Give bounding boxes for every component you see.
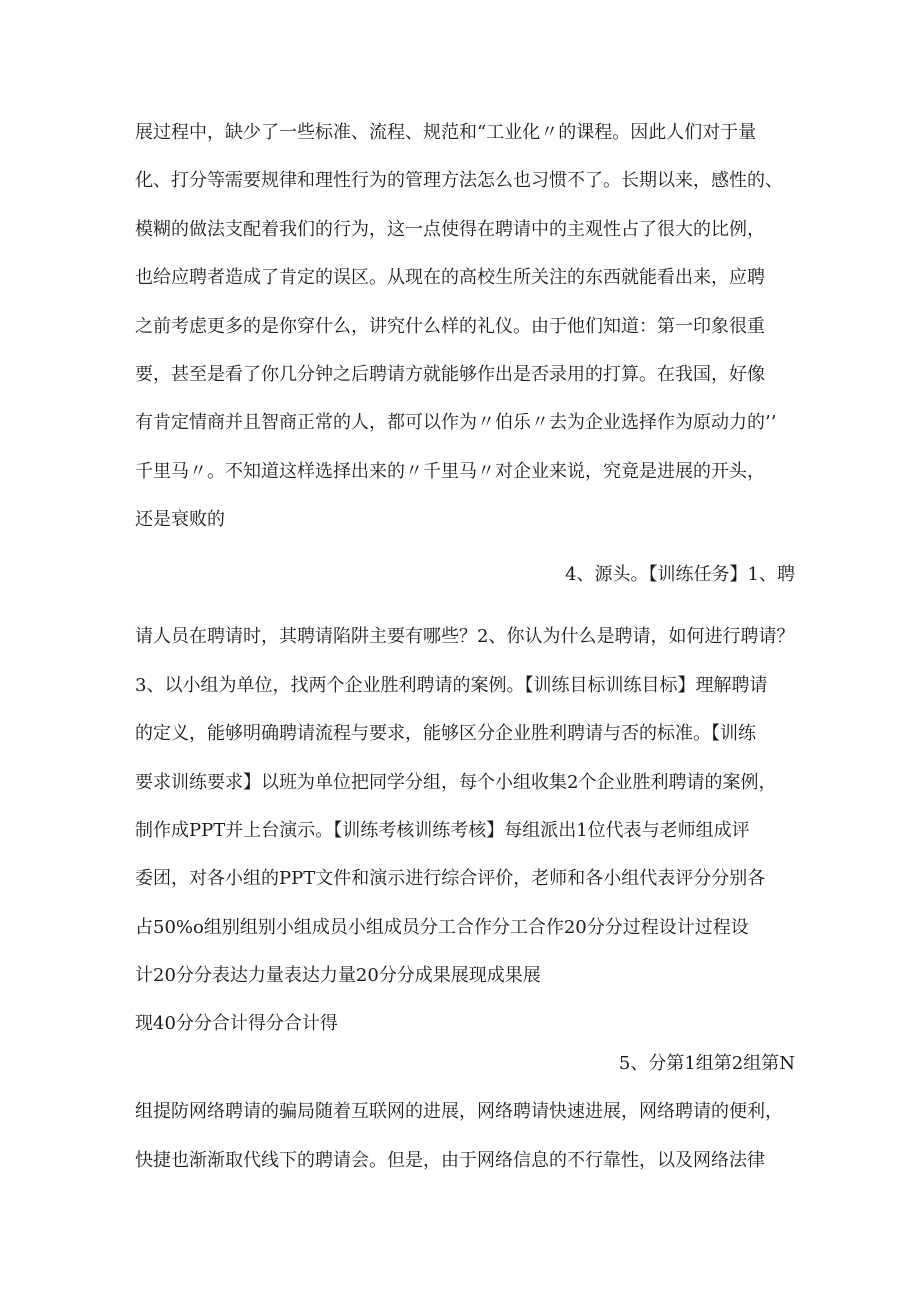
section-heading-4: 4、源头。【训练任务】1、聘 (565, 564, 795, 585)
text-line: 委团，对各小组的PPT文件和演示进行综合评价，老师和各小组代表评分分别各 (135, 868, 766, 889)
text-line: 之前考虑更多的是你穿什么，讲究什么样的礼仪。由于他们知道：第一印象很重 (135, 316, 765, 337)
text-line: 要求训练要求】以班为单位把同学分组，每个小组收集2个企业胜利聘请的案例， (135, 772, 777, 793)
text-line: 展过程中，缺少了一些标准、流程、规范和“工业化〃的课程。因此人们对于量 (135, 122, 757, 143)
text-line: 也给应聘者造成了肯定的误区。从现在的高校生所关注的东西就能看出来，应聘 (135, 267, 765, 288)
text-line: 3、以小组为单位，找两个企业胜利聘请的案例。【训练目标训练目标】理解聘请 (135, 675, 768, 696)
text-line: 快捷也渐渐取代线下的聘请会。但是，由于网络信息的不行靠性，以及网络法律 (135, 1150, 765, 1171)
text-line: 组提防网络聘请的骗局随着互联网的进展，网络聘请快速进展，网络聘请的便利， (135, 1101, 783, 1122)
text-line: 千里马〃。不知道这样选择出来的〃千里马〃对企业来说，究竟是进展的开头， (135, 461, 765, 482)
text-line: 请人员在聘请时，其聘请陷阱主要有哪些？2、你认为什么是聘请，如何进行聘请？ (135, 626, 795, 647)
text-line: 有肯定情商并且智商正常的人，都可以作为〃伯乐〃去为企业选择作为原动力的’’ (135, 412, 777, 433)
text-line: 制作成PPT并上台演示。【训练考核训练考核】每组派出1位代表与老师组成评 (135, 820, 750, 841)
text-line: 占50%o组别组别小组成员小组成员分工合作分工合作20分分过程设计过程设 (135, 917, 749, 938)
text-line: 计20分分表达力量表达力量20分分成果展现成果展 (135, 965, 541, 986)
text-line: 现40分分合计得分合计得 (135, 1013, 338, 1034)
text-line: 模糊的做法支配着我们的行为，这一点使得在聘请中的主观性占了很大的比例， (135, 219, 765, 240)
text-line: 要，甚至是看了你几分钟之后聘请方就能够作出是否录用的打算。在我国，好像 (135, 364, 765, 385)
text-line: 化、打分等需要规律和理性行为的管理方法怎么也习惯不了。长期以来，感性的、 (135, 170, 783, 191)
section-heading-5: 5、分第1组第2组第N (618, 1053, 795, 1074)
text-line: 的定义，能够明确聘请流程与要求，能够区分企业胜利聘请与否的标准。【训练 (135, 723, 756, 744)
text-line: 还是衰败的 (135, 509, 225, 530)
